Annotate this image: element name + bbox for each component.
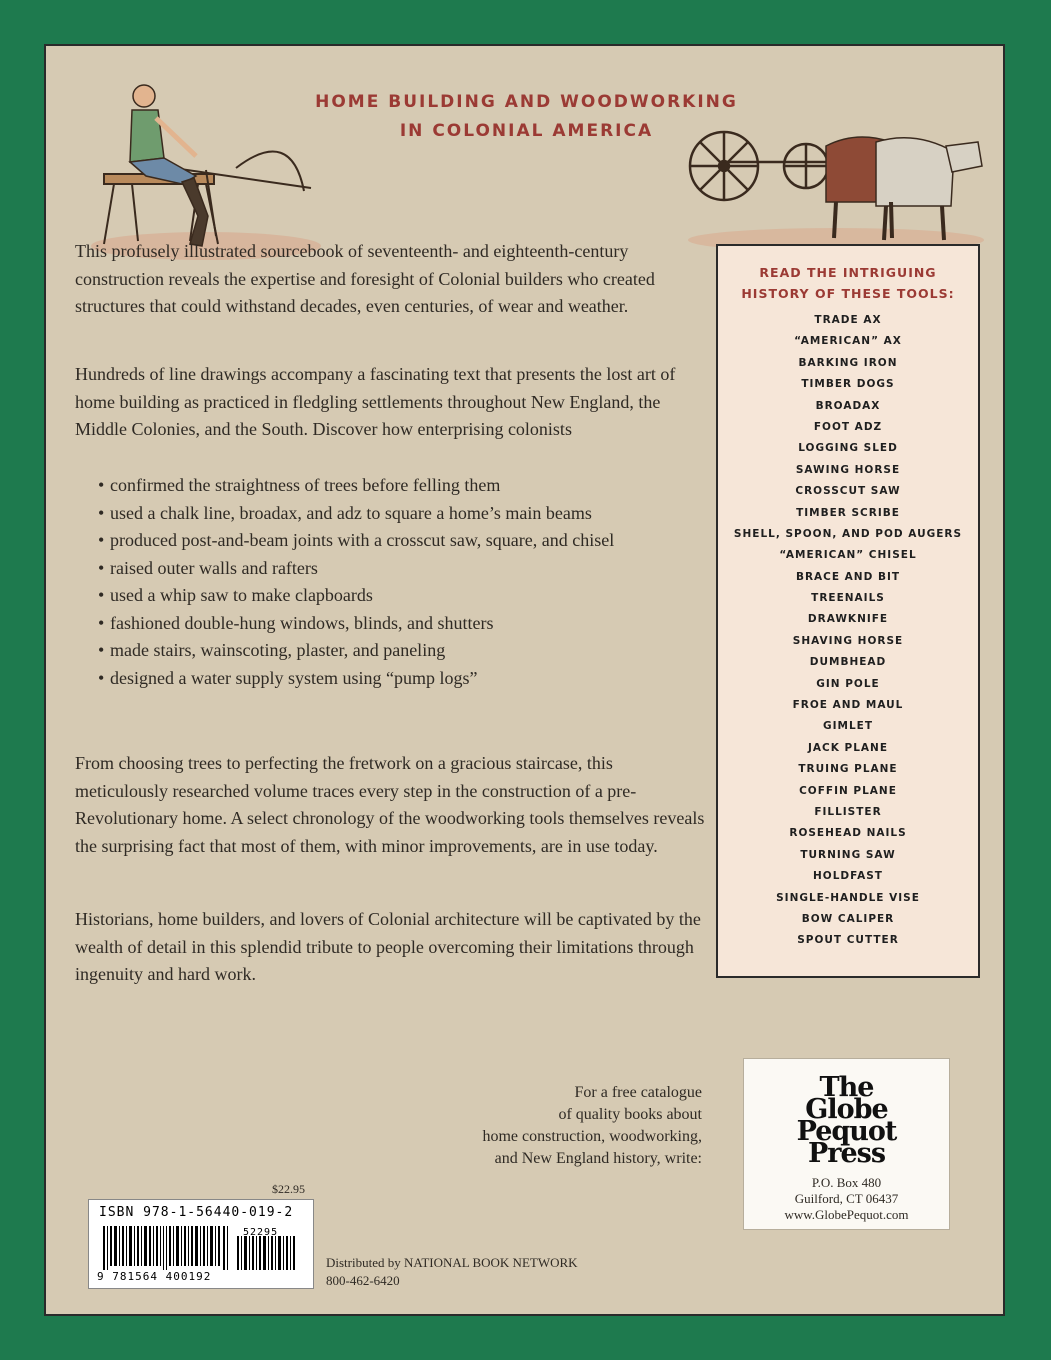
tool-item: LOGGING SLED — [798, 442, 898, 455]
bullet-list — [98, 472, 658, 692]
addon-digits: 52295 — [243, 1227, 279, 1238]
tool-item: HOLDFAST — [813, 870, 883, 883]
tool-item: SHELL, SPOON, AND POD AUGERS — [733, 527, 963, 540]
tool-item: JACK PLANE — [807, 741, 888, 754]
tool-item: TURNING SAW — [800, 848, 896, 861]
tool-item: TIMBER SCRIBE — [796, 506, 900, 519]
tool-item: FOOT ADZ — [813, 420, 883, 433]
tool-item: SINGLE-HANDLE VISE — [776, 891, 920, 904]
address-line-1: P.O. Box 480 — [811, 1175, 882, 1190]
catalogue-offer — [386, 1082, 702, 1170]
tool-item: BROADAX — [815, 399, 881, 412]
address-line-2: Guilford, CT 06437 — [794, 1191, 899, 1206]
catalogue-line-4: and New England history, write: — [494, 1150, 702, 1167]
catalogue-line-3: home construction, woodworking, — [482, 1128, 702, 1145]
list-item: • raised outer walls and rafters — [98, 555, 658, 583]
tool-item: TRUING PLANE — [798, 763, 898, 776]
list-item: • confirmed the straightness of trees before felling them — [98, 472, 658, 500]
tool-item: TIMBER DOGS — [801, 378, 895, 391]
publisher-box — [743, 1058, 950, 1230]
tool-item: “AMERICAN” CHISEL — [779, 549, 917, 562]
tool-item: COFFIN PLANE — [799, 784, 897, 797]
tool-item: “AMERICAN” AX — [794, 335, 902, 348]
catalogue-line-2: of quality books about — [558, 1106, 702, 1123]
list-item: • used a whip saw to make clapboards — [98, 582, 658, 610]
tool-list-heading-line-1: READ THE INTRIGUING — [759, 265, 937, 280]
tool-list — [718, 310, 978, 952]
price: $22.95 — [272, 1182, 305, 1196]
tool-list-box — [716, 244, 980, 978]
tool-item: SAWING HORSE — [795, 463, 901, 476]
list-item: • used a chalk line, broadax, and adz to square a home’s main beams — [98, 500, 658, 528]
tool-item: SHAVING HORSE — [792, 634, 904, 647]
tool-item: FROE AND MAUL — [792, 699, 904, 712]
tool-item: SPOUT CUTTER — [797, 934, 899, 947]
distributor-line-1: Distributed by NATIONAL BOOK NETWORK — [326, 1255, 578, 1270]
tool-item: TREENAILS — [811, 592, 885, 605]
tool-item: DRAWKNIFE — [807, 613, 889, 626]
tool-item: TRADE AX — [814, 314, 882, 326]
publisher-logo: The Globe Pequot Press — [796, 1072, 897, 1169]
list-item: • designed a water supply system using “pump logs” — [98, 665, 658, 693]
tool-item: GIMLET — [823, 720, 873, 733]
tool-list-heading — [718, 262, 978, 304]
back-cover — [44, 44, 1005, 1316]
distributor-phone: 800-462-6420 — [326, 1273, 400, 1288]
tool-list-heading-line-2: HISTORY OF THESE TOOLS: — [741, 286, 955, 301]
publisher-address — [744, 1175, 949, 1223]
tool-item: CROSSCUT SAW — [795, 485, 901, 498]
publisher-website: www.GlobePequot.com — [784, 1207, 909, 1222]
headline-line-2: IN COLONIAL AMERICA — [399, 121, 654, 141]
chronology-paragraph: From choosing trees to perfecting the fretwork on a gracious staircase, this meticulously researched volume traces every step in the construction of a pre-Revolutionary home. A select chronology of the woodworking tools themselves reveals the surprising fact that most of them, with minor improvements, are in use today. — [75, 753, 705, 856]
catalogue-line-1: For a free catalogue — [574, 1084, 702, 1101]
list-item: • produced post-and-beam joints with a crosscut saw, square, and chisel — [98, 527, 658, 555]
barcode — [88, 1199, 314, 1289]
list-item: • fashioned double-hung windows, blinds, and shutters — [98, 610, 658, 638]
tool-item: BOW CALIPER — [801, 912, 895, 925]
tool-item: FILLISTER — [814, 805, 882, 818]
tool-item: ROSEHEAD NAILS — [789, 827, 907, 840]
tool-item: GIN POLE — [816, 677, 880, 690]
description-paragraph: Hundreds of line drawings accompany a fascinating text that presents the lost art of home building as practiced in fledgling settlements throughout New England, the Middle Colonies, and the South. Discover how enterprising colonists — [75, 364, 676, 439]
distributor — [326, 1254, 578, 1290]
closing-paragraph: Historians, home builders, and lovers of Colonial architecture will be captivated by the wealth of detail in this splendid tribute to people overcoming their limitations through ingenuity and hard work. — [75, 909, 701, 984]
ean-digits: 9 781564 400192 — [97, 1270, 212, 1283]
intro-paragraph: This profusely illustrated sourcebook of seventeenth- and eighteenth-century construction reveals the expertise and foresight of Colonial builders who created structures that could withstand decades, even centuries, of wear and weather. — [75, 241, 655, 316]
tool-item: BRACE AND BIT — [795, 570, 901, 583]
tool-item: DUMBHEAD — [809, 656, 887, 669]
isbn-text: ISBN 978-1-56440-019-2 — [99, 1205, 294, 1220]
list-item: • made stairs, wainscoting, plaster, and paneling — [98, 637, 658, 665]
headline-line-1: HOME BUILDING AND WOODWORKING — [315, 92, 738, 112]
tool-item: BARKING IRON — [798, 356, 898, 369]
